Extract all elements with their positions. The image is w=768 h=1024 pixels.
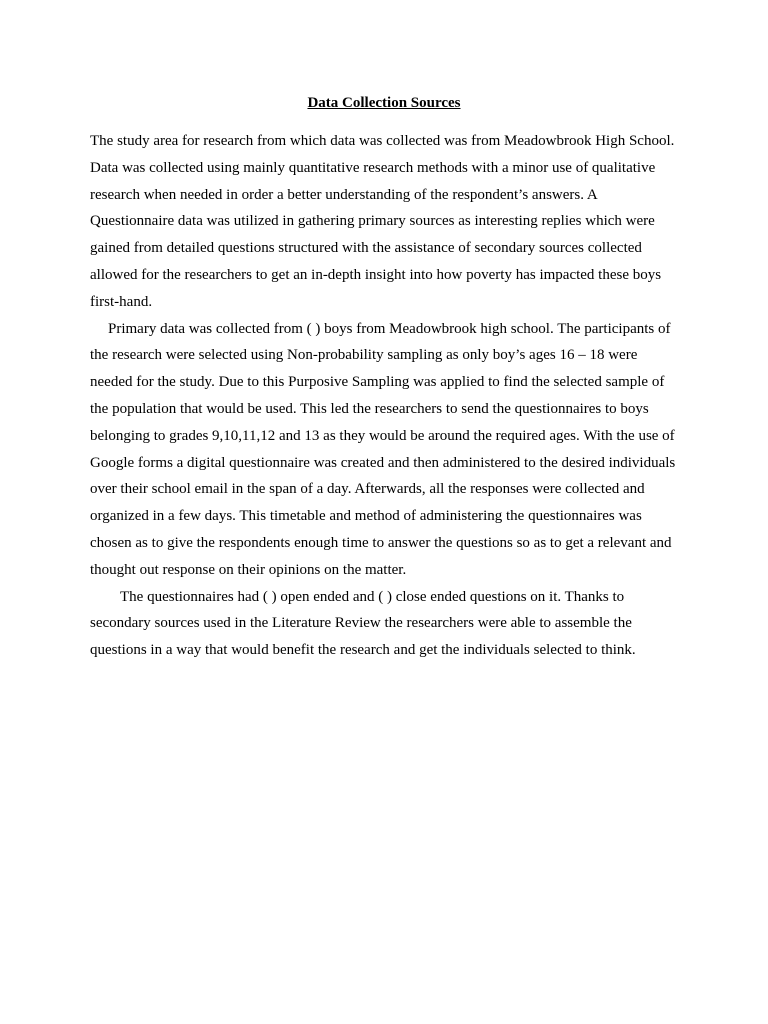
paragraph-questionnaires: The questionnaires had ( ) open ended and ( ) close ended questions on it. Thanks to secondary sources used in the Literature Review the researchers were able to assemble the questions in a way that would benefit the research and get the individuals selected to think. [90, 588, 636, 659]
document-body [90, 128, 682, 664]
paragraph-study-area: The study area for research from which data was collected was from Meadowbrook High School. Data was collected using mainly quantitative research methods with a minor use of qualitative research when needed in order a better understanding of the respondent’s answers. A Questionnaire data was utilized in gathering primary sources as interesting replies which were gained from detailed questions structured with the assistance of secondary sources collected allowed for the researchers to get an in-depth insight into how poverty has impacted these boys first-hand. [90, 133, 675, 310]
paragraph-primary-data: Primary data was collected from ( ) boys from Meadowbrook high school. The participants of the research were selected using Non-probability sampling as only boy’s ages 16 – 18 were needed for the study. Due to this Purposive Sampling was applied to find the selected sample of the population that would be used. This led the researchers to send the questionnaires to boys belonging to grades 9,10,11,12 and 13 as they would be around the required ages. With the use of Google forms a digital questionnaire was created and then administered to the desired individuals over their school email in the span of a day. Afterwards, all the responses were collected and organized in a few days. This timetable and method of administering the questionnaires was chosen as to give the respondents enough time to answer the questions so as to get a relevant and thought out response on their opinions on the matter. [90, 320, 676, 578]
document-title: Data Collection Sources [307, 95, 461, 111]
